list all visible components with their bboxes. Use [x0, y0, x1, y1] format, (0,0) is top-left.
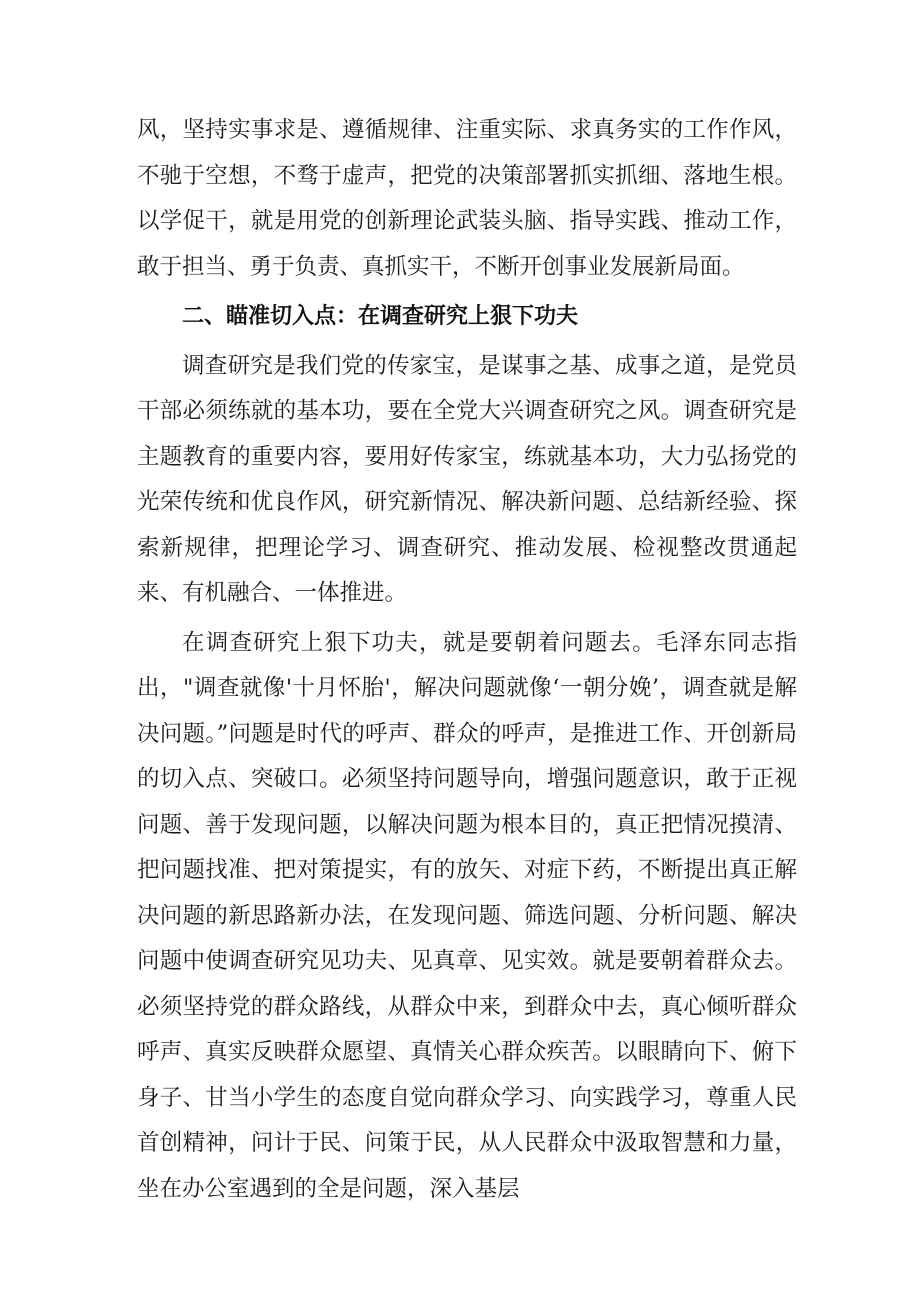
section-heading: 二、瞄准切入点：在调查研究上狠下功夫 — [182, 304, 579, 329]
paragraph-continuation: 风，坚持实事求是、遵循规律、注重实际、求真务实的工作作风，不驰于空想，不骛于虚声，把党的决策部署抓实抓细、落地生根。以学促干，就是用党的创新理论武装头脑、指导实践、推动工作，敢于担当、勇于负责、真抓实干，不断开创事业发展新局面。 — [137, 117, 797, 280]
document-body — [137, 108, 797, 1212]
paragraph-research-intro: 调查研究是我们党的传家宝，是谋事之基、成事之道，是党员干部必须练就的基本功，要在全党大兴调查研究之风。调查研究是主题教育的重要内容，要用好传家宝，练就基本功，大力弘扬党的光荣传统和优良作风，研究新情况、解决新问题、总结新经验、探索新规律，把理论学习、调查研究、推动发展、检视整改贯通起来、有机融合、一体推进。 — [137, 352, 797, 606]
paragraph-problems-and-masses: 在调查研究上狠下功夫，就是要朝着问题去。毛泽东同志指出，"调查就像'十月怀胎'，解决问题就像‘一朝分娩’，调查就是解决问题。”问题是时代的呼声、群众的呼声，是推进工作、开创新局的切入点、突破口。必须坚持问题导向，增强问题意识，敢于正视问题、善于发现问题，以解决问题为根本目的，真正把情况摸清、把问题找准、把对策提实，有的放矢、对症下药，不断提出真正解决问题的新思路新办法，在发现问题、筛选问题、分析问题、解决问题中使调查研究见功夫、见真章、见实效。就是要朝着群众去。必须坚持党的群众路线，从群众中来，到群众中去，真心倾听群众呼声、真实反映群众愿望、真情关心群众疾苦。以眼睛向下、俯下身子、甘当小学生的态度自觉向群众学习、向实践学习，尊重人民首创精神，问计于民、问策于民，从人民群众中汲取智慧和力量，坐在办公室遇到的全是问题，深入基层 — [137, 629, 797, 1202]
